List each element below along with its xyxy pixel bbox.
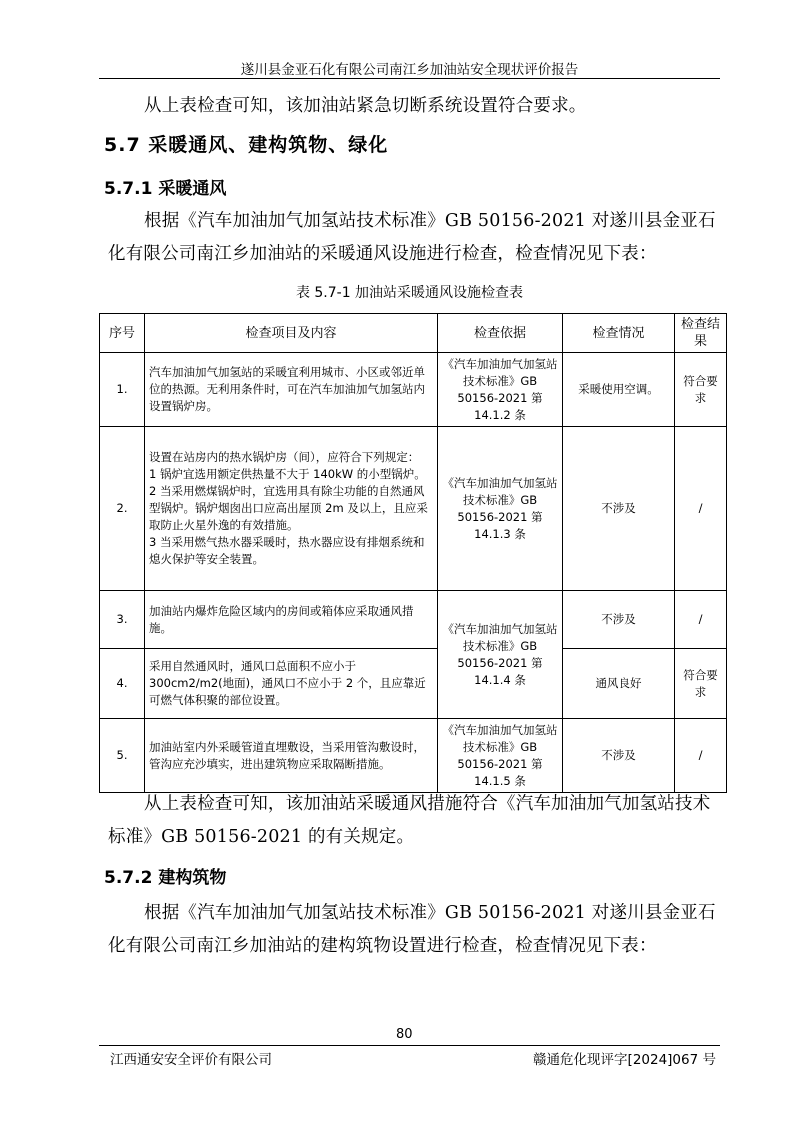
- table-row: [100, 719, 727, 793]
- table-header-row: [100, 314, 727, 353]
- row-basis: 《汽车加油加气加氢站技术标准》GB 50156-2021 第 14.1.3 条: [438, 427, 563, 591]
- row-status: 采暖使用空调。: [563, 353, 675, 427]
- section-heading: 5.7 采暖通风、建构筑物、绿化: [104, 134, 389, 156]
- footer-company: 江西通安安全评价有限公司: [110, 1052, 272, 1068]
- footer-rule: [99, 1045, 720, 1046]
- row-item: 设置在站房内的热水锅炉房（间），应符合下列规定： 1 锅炉宜选用额定供热量不大于 140kW 的小型锅炉。 2 当采用燃煤锅炉时，宜选用具有除尘功能的自然通风型锅炉。锅炉烟囱出口应高出屋顶 2m 及以上，且应采取防止火星外逸的有效措施。 3 当采用燃气热水器采暖时，热水器应设有排烟系统和熄火保护等安全装置。: [145, 427, 438, 591]
- subsection-1-paragraph: 根据《汽车加油加气加氢站技术标准》GB 50156-2021 对遂川县金亚石化有限公司南江乡加油站的采暖通风设施进行检查，检查情况见下表：: [108, 211, 716, 264]
- header-item: 检查项目及内容: [145, 314, 438, 353]
- header-no: 序号: [100, 314, 145, 353]
- row-no: 2.: [100, 427, 145, 591]
- row-status: 不涉及: [563, 427, 675, 591]
- row-no: 4.: [100, 649, 145, 719]
- table-caption: 表 5.7-1 加油站采暖通风设施检查表: [295, 285, 524, 301]
- subsection-heading-2: 5.7.2 建构筑物: [104, 868, 227, 888]
- row-result: /: [675, 719, 727, 793]
- table-row: [100, 649, 727, 719]
- row-item: 采用自然通风时，通风口总面积不应小于 300cm2/m2(地面)，通风口不应小于 2 个，且应靠近可燃气体积聚的部位设置。: [145, 649, 438, 719]
- page-number: 80: [396, 1027, 413, 1042]
- row-status: 通风良好: [563, 649, 675, 719]
- intro-paragraph: 从上表检查可知，该加油站紧急切断系统设置符合要求。: [144, 96, 587, 116]
- check-table: [99, 313, 727, 793]
- row-item: 加油站内爆炸危险区域内的房间或箱体应采取通风措施。: [145, 591, 438, 649]
- row-no: 3.: [100, 591, 145, 649]
- table-row: [100, 427, 727, 591]
- page-header-title: 遂川县金亚石化有限公司南江乡加油站安全现状评价报告: [240, 62, 579, 78]
- row-basis: 《汽车加油加气加氢站技术标准》GB 50156-2021 第 14.1.4 条: [438, 591, 563, 719]
- table-row: [100, 591, 727, 649]
- footer-report-number: 赣通危化现评字[2024]067 号: [533, 1052, 716, 1068]
- row-basis: 《汽车加油加气加氢站技术标准》GB 50156-2021 第 14.1.5 条: [438, 719, 563, 793]
- header-rule: [99, 78, 720, 79]
- row-no: 5.: [100, 719, 145, 793]
- row-status: 不涉及: [563, 591, 675, 649]
- row-result: /: [675, 591, 727, 649]
- subsection-heading-1: 5.7.1 采暖通风: [104, 179, 227, 199]
- header-result: 检查结果: [675, 314, 727, 353]
- header-basis: 检查依据: [438, 314, 563, 353]
- row-result: 符合要求: [675, 353, 727, 427]
- row-result: 符合要求: [675, 649, 727, 719]
- row-basis: 《汽车加油加气加氢站技术标准》GB 50156-2021 第 14.1.2 条: [438, 353, 563, 427]
- row-status: 不涉及: [563, 719, 675, 793]
- after-table-paragraph: 从上表检查可知，该加油站采暖通风措施符合《汽车加油加气加氢站技术标准》GB 50156-2021 的有关规定。: [108, 794, 711, 847]
- row-item: 加油站室内外采暖管道直埋敷设，当采用管沟敷设时，管沟应充沙填实，进出建筑物应采取隔断措施。: [145, 719, 438, 793]
- row-result: /: [675, 427, 727, 591]
- header-status: 检查情况: [563, 314, 675, 353]
- table-row: [100, 353, 727, 427]
- subsection-2-paragraph: 根据《汽车加油加气加氢站技术标准》GB 50156-2021 对遂川县金亚石化有限公司南江乡加油站的建构筑物设置进行检查，检查情况见下表：: [108, 903, 716, 956]
- row-item: 汽车加油加气加氢站的采暖宜利用城市、小区或邻近单位的热源。无利用条件时，可在汽车加油加气加氢站内设置锅炉房。: [145, 353, 438, 427]
- row-no: 1.: [100, 353, 145, 427]
